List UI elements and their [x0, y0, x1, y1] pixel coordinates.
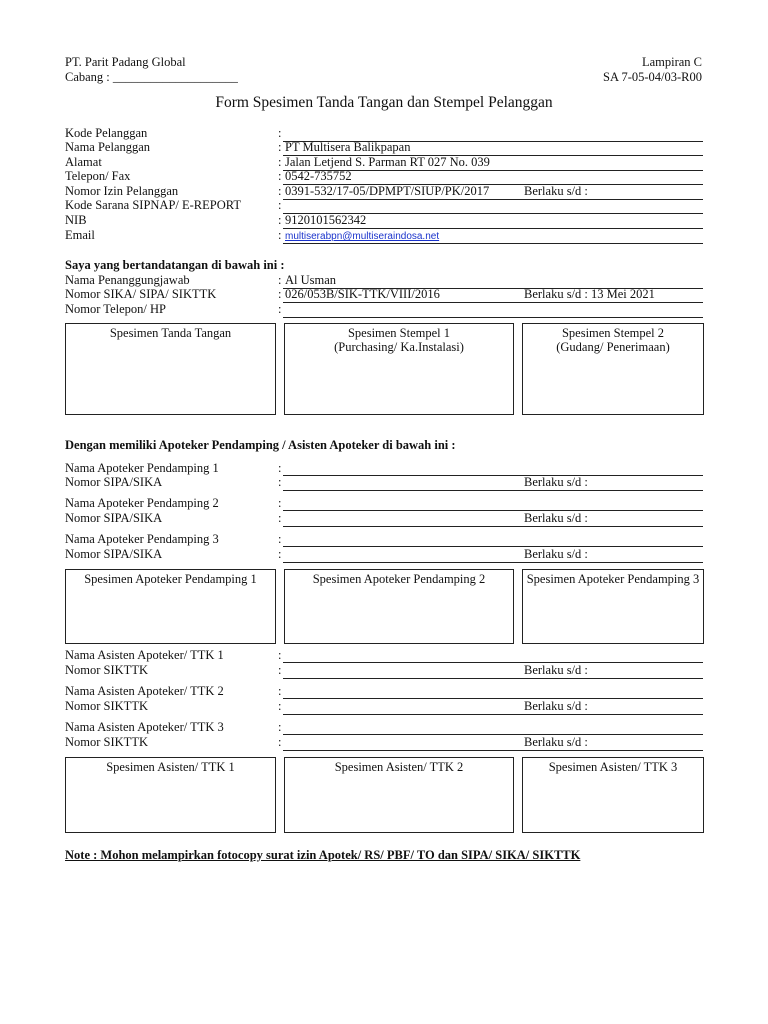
- colon: :: [278, 140, 282, 154]
- alamat-value[interactable]: Jalan Letjend S. Parman RT 027 No. 039: [285, 155, 490, 169]
- penanggungjawab-label: Nama Penanggungjawab: [65, 273, 190, 287]
- colon: :: [278, 213, 282, 227]
- apoteker-3-valid-label: Berlaku s/d :: [524, 547, 588, 561]
- colon: :: [278, 663, 282, 677]
- sika-value[interactable]: 026/053B/SIK-TTK/VIII/2016: [285, 287, 440, 301]
- colon: :: [278, 198, 282, 212]
- field-underline[interactable]: [283, 734, 703, 735]
- izin-valid-label: Berlaku s/d :: [524, 184, 588, 198]
- colon: :: [278, 169, 282, 183]
- box-title: Spesimen Apoteker Pendamping 2: [312, 572, 486, 586]
- form-title: Form Spesimen Tanda Tangan dan Stempel Pelanggan: [215, 94, 553, 111]
- stamp-specimen-2-box[interactable]: [522, 323, 704, 415]
- apoteker-3-name-label: Nama Apoteker Pendamping 3: [65, 532, 219, 546]
- email-link[interactable]: multiserabpn@multiseraindosa.net: [285, 231, 440, 242]
- apoteker-2-number-label: Nomor SIPA/SIKA: [65, 511, 163, 525]
- asisten-1-name-label: Nama Asisten Apoteker/ TTK 1: [65, 648, 224, 662]
- box-title: Spesimen Asisten/ TTK 1: [106, 760, 235, 774]
- telepon-hp-label: Nomor Telepon/ HP: [65, 302, 166, 316]
- colon: :: [278, 302, 282, 316]
- asisten-1-number-label: Nomor SIKTTK: [65, 663, 148, 677]
- apoteker-2-name-label: Nama Apoteker Pendamping 2: [65, 496, 219, 510]
- box-title: Spesimen Asisten/ TTK 3: [548, 760, 678, 774]
- colon: :: [278, 511, 282, 525]
- field-underline[interactable]: [283, 698, 703, 699]
- box-subtitle: (Gudang/ Penerimaan): [556, 340, 670, 354]
- asisten-1-valid-label: Berlaku s/d :: [524, 663, 588, 677]
- field-underline: [283, 199, 703, 200]
- apoteker-1-valid-label: Berlaku s/d :: [524, 475, 588, 489]
- asisten-3-number-label: Nomor SIKTTK: [65, 735, 148, 749]
- box-subtitle: (Purchasing/ Ka.Instalasi): [334, 340, 464, 354]
- colon: :: [278, 720, 282, 734]
- colon: :: [278, 273, 282, 287]
- field-underline: [283, 243, 703, 244]
- asisten-specimen-2-box[interactable]: [284, 757, 514, 833]
- colon: :: [278, 735, 282, 749]
- box-title: Spesimen Asisten/ TTK 2: [334, 760, 464, 774]
- penanggungjawab-value[interactable]: Al Usman: [285, 273, 337, 287]
- box-title: Spesimen Stempel 1: [347, 326, 451, 340]
- colon: :: [278, 475, 282, 489]
- apoteker-2-valid-label: Berlaku s/d :: [524, 511, 588, 525]
- field-underline[interactable]: [283, 526, 703, 527]
- sika-valid-until: Berlaku s/d : 13 Mei 2021: [524, 287, 655, 301]
- colon: :: [278, 684, 282, 698]
- branch-blank[interactable]: ____________________: [112, 70, 238, 84]
- asisten-3-valid-label: Berlaku s/d :: [524, 735, 588, 749]
- nama-pelanggan-label: Nama Pelanggan: [65, 140, 151, 154]
- asisten-2-number-label: Nomor SIKTTK: [65, 699, 148, 713]
- field-underline[interactable]: [283, 490, 703, 491]
- box-title: Spesimen Apoteker Pendamping 1: [84, 572, 257, 586]
- nomor-izin-value[interactable]: 0391-532/17-05/DPMPT/SIUP/PK/2017: [285, 184, 490, 198]
- colon: :: [278, 547, 282, 561]
- telepon-value[interactable]: 0542-735752: [285, 169, 352, 183]
- attachment-label: Lampiran C: [641, 55, 702, 69]
- footer-note: Note : Mohon melampirkan fotocopy surat izin Apotek/ RS/ PBF/ TO dan SIPA/ SIKA/ SIKTTK: [65, 848, 581, 862]
- apoteker-specimen-2-box[interactable]: [284, 569, 514, 644]
- signatory-heading: Saya yang bertandatangan di bawah ini :: [65, 258, 285, 272]
- telepon-label: Telepon/ Fax: [65, 169, 131, 183]
- field-underline[interactable]: [283, 546, 703, 547]
- colon: :: [278, 699, 282, 713]
- field-underline[interactable]: [283, 510, 703, 511]
- apoteker-1-name-label: Nama Apoteker Pendamping 1: [65, 461, 219, 475]
- colon: :: [278, 461, 282, 475]
- stamp-specimen-1-box[interactable]: [284, 323, 514, 415]
- document-code: SA 7-05-04/03-R00: [603, 70, 702, 84]
- apoteker-specimen-3-box[interactable]: [522, 569, 704, 644]
- colon: :: [278, 155, 282, 169]
- alamat-label: Alamat: [65, 155, 102, 169]
- email-label: Email: [65, 228, 95, 242]
- asisten-2-name-label: Nama Asisten Apoteker/ TTK 2: [65, 684, 224, 698]
- sika-label: Nomor SIKA/ SIPA/ SIKTTK: [65, 287, 217, 301]
- nama-pelanggan-value[interactable]: PT Multisera Balikpapan: [285, 140, 411, 154]
- colon: :: [278, 532, 282, 546]
- box-title: Spesimen Tanda Tangan: [109, 326, 232, 340]
- colon: :: [278, 287, 282, 301]
- colon: :: [278, 126, 282, 140]
- nib-label: NIB: [65, 213, 87, 227]
- asisten-3-name-label: Nama Asisten Apoteker/ TTK 3: [65, 720, 224, 734]
- kode-pelanggan-label: Kode Pelanggan: [65, 126, 148, 140]
- field-underline[interactable]: [283, 678, 703, 679]
- company-name: PT. Parit Padang Global: [65, 55, 186, 69]
- kode-sarana-label: Kode Sarana SIPNAP/ E-REPORT: [65, 198, 241, 212]
- box-title: Spesimen Stempel 2: [561, 326, 665, 340]
- signature-specimen-box[interactable]: [65, 323, 276, 415]
- nib-value[interactable]: 9120101562342: [285, 213, 367, 227]
- pharmacists-heading: Dengan memiliki Apoteker Pendamping / Asisten Apoteker di bawah ini :: [65, 438, 456, 452]
- box-title: Spesimen Apoteker Pendamping 3: [526, 572, 700, 586]
- nomor-izin-label: Nomor Izin Pelanggan: [65, 184, 179, 198]
- colon: :: [278, 228, 282, 242]
- asisten-specimen-3-box[interactable]: [522, 757, 704, 833]
- branch-field: [65, 70, 238, 85]
- apoteker-3-number-label: Nomor SIPA/SIKA: [65, 547, 163, 561]
- field-underline: [283, 228, 703, 229]
- asisten-specimen-1-box[interactable]: [65, 757, 276, 833]
- asisten-2-valid-label: Berlaku s/d :: [524, 699, 588, 713]
- field-underline[interactable]: [283, 475, 703, 476]
- field-underline[interactable]: [283, 562, 703, 563]
- colon: :: [278, 184, 282, 198]
- field-underline[interactable]: [283, 750, 703, 751]
- field-underline[interactable]: [283, 662, 703, 663]
- field-underline: [283, 317, 703, 318]
- branch-label: Cabang :: [65, 70, 110, 84]
- field-underline: [283, 302, 703, 303]
- apoteker-1-number-label: Nomor SIPA/SIKA: [65, 475, 163, 489]
- field-underline[interactable]: [283, 714, 703, 715]
- colon: :: [278, 496, 282, 510]
- colon: :: [278, 648, 282, 662]
- apoteker-specimen-1-box[interactable]: [65, 569, 276, 644]
